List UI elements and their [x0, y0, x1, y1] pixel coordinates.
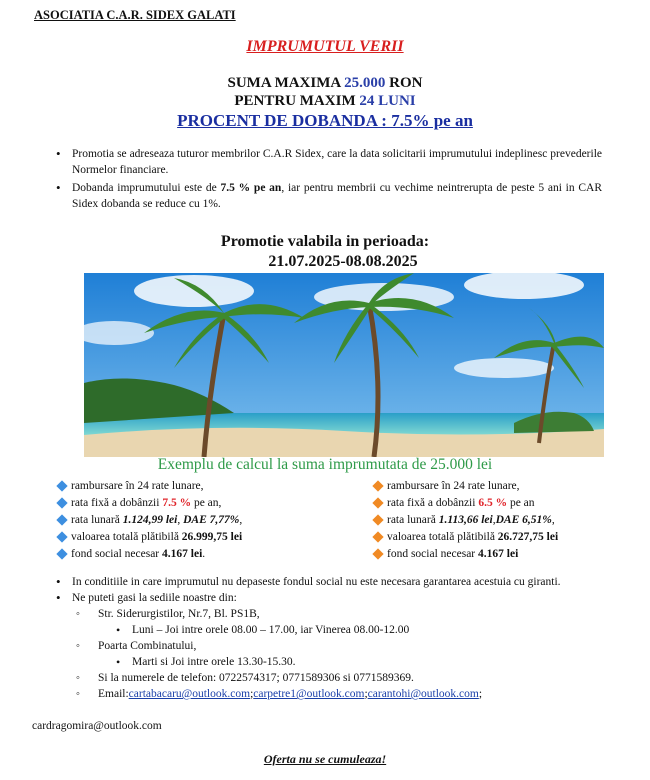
list-item: rata fixă a dobânzii 6.5 % pe an	[374, 495, 644, 512]
beach-image	[84, 273, 604, 457]
list-item: • Dobanda imprumutului este de 7.5 % pe an, iar pentru membrii cu vechime neintrerupta de peste 5 ani in CAR Sidex dobanda se reduce cu 1%.	[52, 180, 602, 212]
diamond-bullet-icon	[372, 480, 383, 491]
max-sum-value: 25.000	[344, 75, 386, 91]
info-list	[52, 574, 602, 702]
diamond-bullet-icon	[56, 514, 67, 525]
email-link[interactable]: cartabacaru@outlook.com	[128, 688, 251, 700]
promo-period-label: Promotie valabila in perioada:	[220, 233, 430, 250]
diamond-bullet-icon	[56, 480, 67, 491]
list-item: fond social necesar 4.167 lei	[374, 546, 644, 563]
list-item: rata lunară 1.124,99 lei, DAE 7,77%,	[58, 512, 348, 529]
email-line: ◦ Email:cartabacaru@outlook.com;carpetre1@outlook.com;carantohi@outlook.com;	[52, 686, 602, 702]
example-title: Exemplu de calcul la suma imprumutata de 25.000 lei	[157, 456, 493, 473]
promo-period-dates: 21.07.2025-08.08.2025	[268, 253, 418, 270]
interest-rate-heading: PROCENT DE DOBANDA : 7.5% pe an	[177, 111, 473, 130]
list-item: valoarea totală plătibilă 26.727,75 lei	[374, 529, 644, 546]
example-right-column	[374, 478, 644, 563]
max-sum-line: SUMA MAXIMA 25.000 RON	[227, 75, 423, 91]
list-item: rambursare în 24 rate lunare,	[374, 478, 644, 495]
phone-numbers: ◦ Si la numerele de telefon: 0722574317; 0771589306 si 0771589369.	[52, 670, 602, 686]
max-period-line: PENTRU MAXIM 24 LUNI	[234, 93, 416, 109]
diamond-bullet-icon	[56, 548, 67, 559]
diamond-bullet-icon	[372, 497, 383, 508]
list-item: • Ne puteti gasi la sediile noastre din:	[52, 590, 602, 606]
diamond-bullet-icon	[372, 514, 383, 525]
office-address: ◦ Str. Siderurgistilor, Nr.7, Bl. PS1B,	[52, 606, 602, 622]
diamond-bullet-icon	[56, 497, 67, 508]
diamond-bullet-icon	[56, 531, 67, 542]
diamond-bullet-icon	[372, 548, 383, 559]
list-item: valoarea totală plătibilă 26.999,75 lei	[58, 529, 348, 546]
example-left-column	[58, 478, 348, 563]
organization-name: ASOCIATIA C.A.R. SIDEX GALATI	[34, 8, 236, 22]
list-item: rambursare în 24 rate lunare,	[58, 478, 348, 495]
intro-list	[52, 146, 602, 214]
max-period-value: 24 LUNI	[359, 93, 416, 109]
footer-note: Oferta nu se cumuleaza!	[263, 752, 387, 766]
list-item: fond social necesar 4.167 lei.	[58, 546, 348, 563]
email-link[interactable]: carpetre1@outlook.com	[253, 688, 365, 700]
list-item: rata fixă a dobânzii 7.5 % pe an,	[58, 495, 348, 512]
diamond-bullet-icon	[372, 531, 383, 542]
office-hours: • Luni – Joi intre orele 08.00 – 17.00, iar Vinerea 08.00-12.00	[52, 622, 602, 638]
page-title: IMPRUMUTUL VERII	[246, 38, 404, 55]
office-address: ◦ Poarta Combinatului,	[52, 638, 602, 654]
list-item: rata lunară 1.113,66 lei,DAE 6,51%,	[374, 512, 644, 529]
email-link[interactable]: carantohi@outlook.com	[367, 688, 479, 700]
list-item: • In conditiile in care imprumutul nu depaseste fondul social nu este necesara garantarea acestuia cu giranti.	[52, 574, 602, 590]
list-item: • Promotia se adreseaza tuturor membrilor C.A.R Sidex, care la data solicitarii imprumutului indeplinesc prevederile Normelor financiare.	[52, 146, 602, 178]
email-extra[interactable]: cardragomira@outlook.com	[32, 720, 162, 732]
office-hours: • Marti si Joi intre orele 13.30-15.30.	[52, 654, 602, 670]
